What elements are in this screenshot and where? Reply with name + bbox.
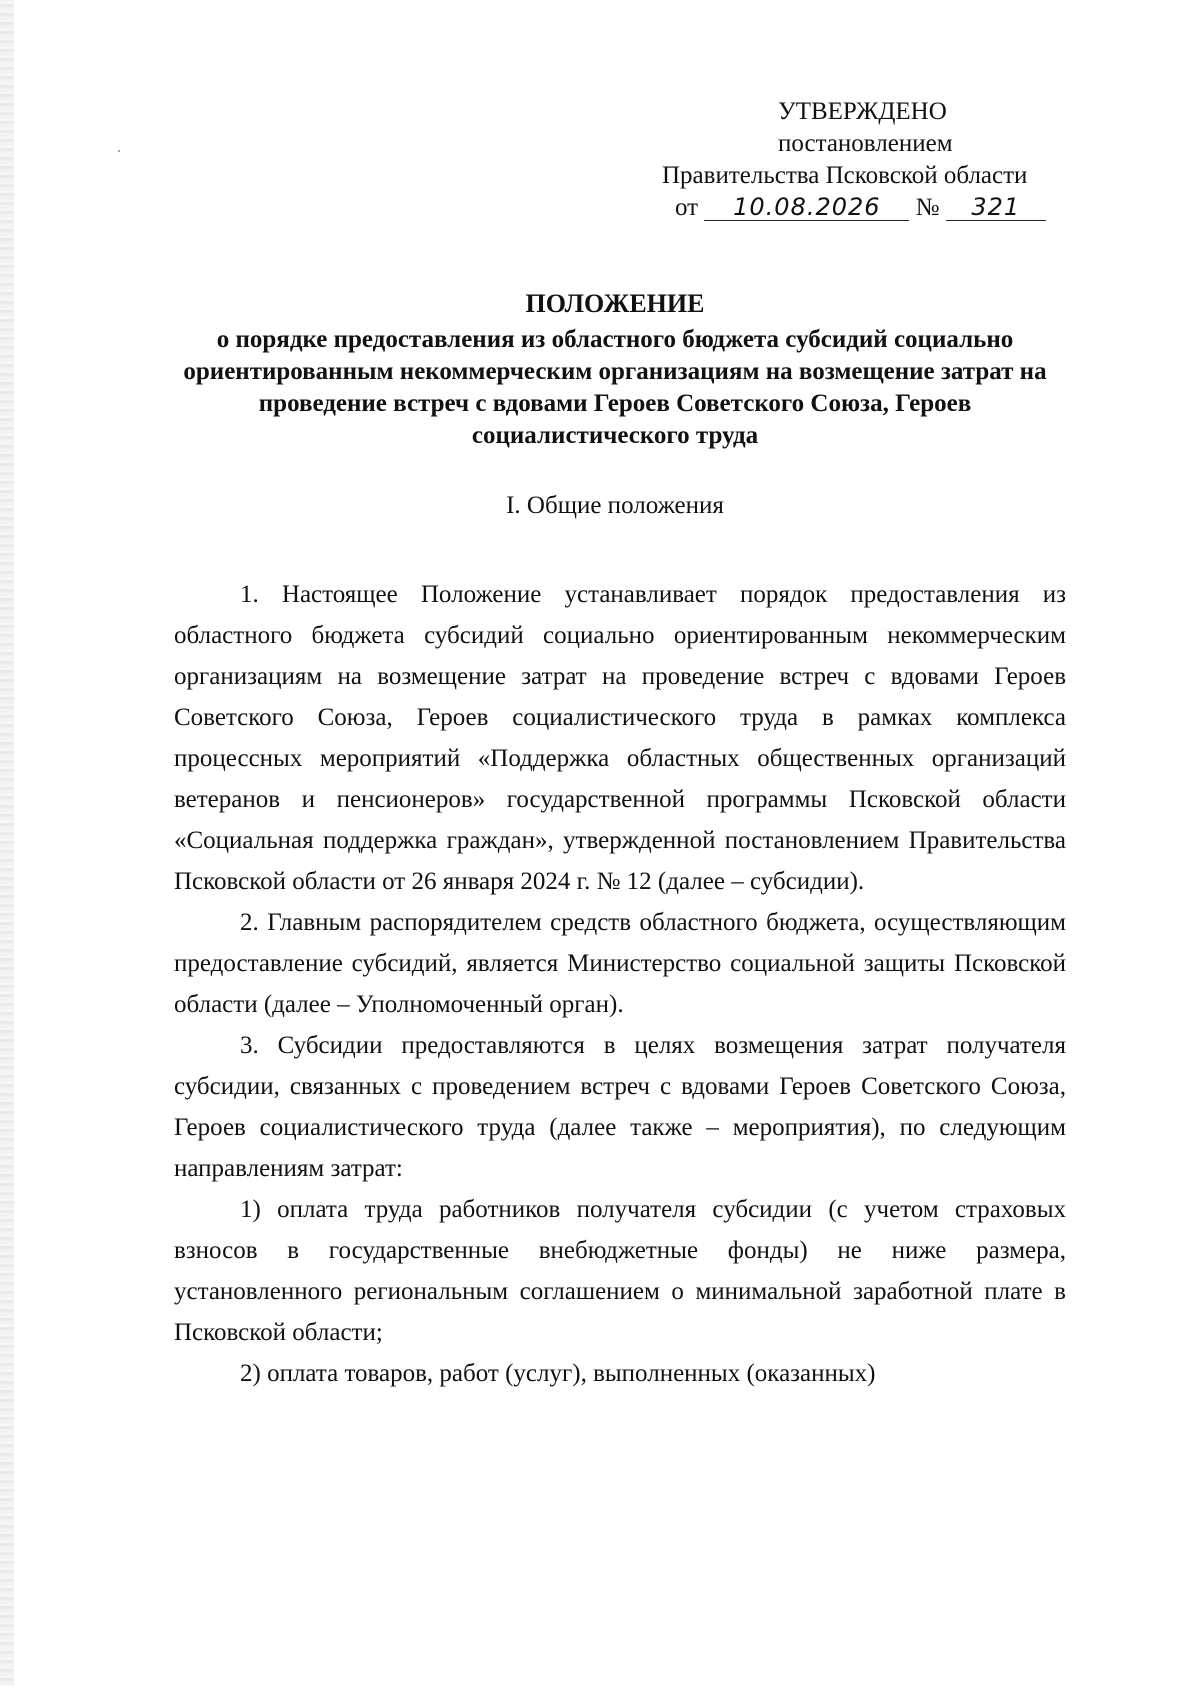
decree-date-number-line <box>660 192 1110 224</box>
authority-label: Правительства Псковской области <box>662 162 1028 189</box>
paragraph-2: 2. Главным распорядителем средств областного бюджета, осуществляющим предоставление субсидий, является Министерство социальной защиты Псковской области (далее – Уполномоченный орган). <box>174 909 1066 1018</box>
by-decree-label: постановлением <box>778 130 953 157</box>
document-title: ПОЛОЖЕНИЕ <box>525 289 705 318</box>
paragraph-3-item-2: 2) оплата товаров, работ (услуг), выполненных (оказанных) <box>240 1360 876 1387</box>
document-subtitle: о порядке предоставления из областного бюджета субсидий социально ориентированным некоммерческим организациям на возмещение затрат на проведение встреч с вдовами Героев Советского Союза, Героев социалистического труда <box>183 326 1047 449</box>
scan-edge <box>0 0 14 1686</box>
scan-speck <box>118 150 120 152</box>
section-heading: I. Общие положения <box>506 492 724 519</box>
approved-label: УТВЕРЖДЕНО <box>778 98 947 125</box>
approval-stamp-block <box>660 96 1110 224</box>
from-label: от <box>675 194 699 221</box>
decree-date: 10.08.2026 <box>704 194 909 221</box>
paragraph-3: 3. Субсидии предоставляются в целях возмещения затрат получателя субсидии, связанных с проведением встреч с вдовами Героев Советского Союза, Героев социалистического труда (далее также – мероприятия), по следующим направлениям затрат: <box>174 1032 1066 1182</box>
paragraph-3-item-1: 1) оплата труда работников получателя субсидии (с учетом страховых взносов в государственные внебюджетные фонды) не ниже размера, установленного региональным соглашением о минимальной заработной плате в Псковской области; <box>174 1196 1066 1346</box>
document-body <box>174 574 1066 1394</box>
paragraph-1: 1. Настоящее Положение устанавливает порядок предоставления из областного бюджета субсидий социально ориентированным некоммерческим организациям на возмещение затрат на проведение встреч с вдовами Героев Советского Союза, Героев социалистического труда в рамках комплекса процессных мероприятий «Поддержка областных общественных организаций ветеранов и пенсионеров» государственной программы Псковской области «Социальная поддержка граждан», утвержденной постановлением Правительства Псковской области от 26 января 2024 г. № 12 (далее – субсидии). <box>174 581 1066 895</box>
document-title-block <box>175 288 1055 452</box>
decree-number: 321 <box>946 194 1046 221</box>
number-label: № <box>915 194 940 221</box>
